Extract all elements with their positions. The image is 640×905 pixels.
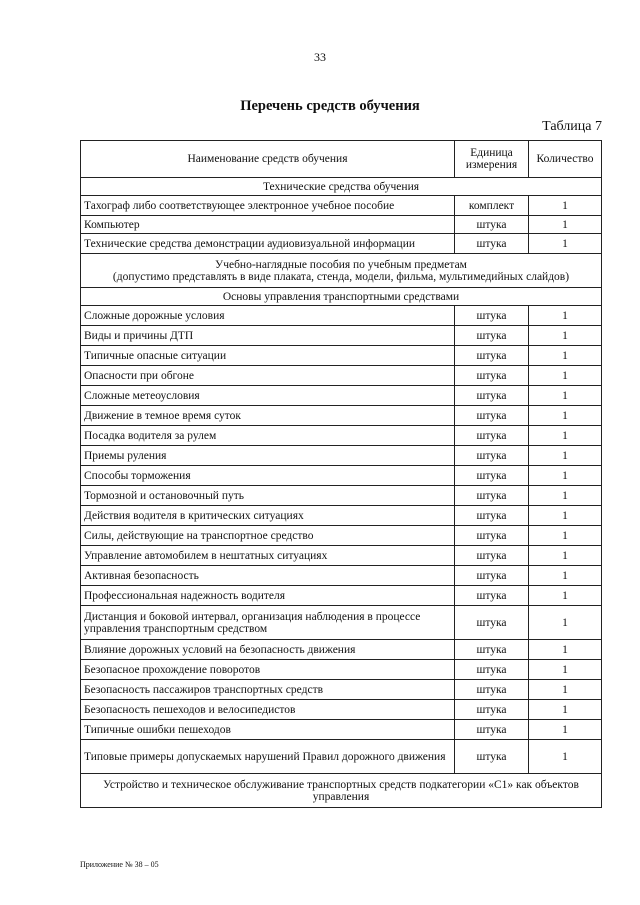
item-quantity: 1 bbox=[529, 546, 602, 566]
item-quantity: 1 bbox=[529, 660, 602, 680]
item-name: Движение в темное время суток bbox=[81, 406, 455, 426]
table-label: Таблица 7 bbox=[542, 119, 602, 134]
item-name: Силы, действующие на транспортное средство bbox=[81, 526, 455, 546]
item-quantity: 1 bbox=[529, 720, 602, 740]
table-row bbox=[81, 700, 602, 720]
item-quantity: 1 bbox=[529, 234, 602, 254]
document-title: Перечень средств обучения bbox=[240, 98, 420, 114]
table-row bbox=[81, 586, 602, 606]
item-unit: штука bbox=[455, 526, 529, 546]
item-name: Посадка водителя за рулем bbox=[81, 426, 455, 446]
section-title: Устройство и техническое обслуживание транспортных средств подкатегории «С1» как объектов управления bbox=[81, 774, 602, 808]
item-unit: штука bbox=[455, 234, 529, 254]
table-row bbox=[81, 446, 602, 466]
column-header-quantity: Количество bbox=[529, 141, 602, 178]
item-name: Безопасность пассажиров транспортных средств bbox=[81, 680, 455, 700]
item-unit: штука bbox=[455, 366, 529, 386]
item-name: Тормозной и остановочный путь bbox=[81, 486, 455, 506]
item-name: Компьютер bbox=[81, 216, 455, 234]
page-footer: Приложение № 38 – 05 bbox=[80, 860, 159, 869]
item-unit: штука bbox=[455, 426, 529, 446]
item-quantity: 1 bbox=[529, 466, 602, 486]
item-quantity: 1 bbox=[529, 586, 602, 606]
table-row bbox=[81, 740, 602, 774]
item-unit: штука bbox=[455, 606, 529, 640]
table-row bbox=[81, 720, 602, 740]
item-unit: штука bbox=[455, 566, 529, 586]
table-row bbox=[81, 406, 602, 426]
section-row bbox=[81, 288, 602, 306]
section-row bbox=[81, 774, 602, 808]
item-name: Виды и причины ДТП bbox=[81, 326, 455, 346]
item-unit: штука bbox=[455, 486, 529, 506]
section-title bbox=[81, 254, 602, 288]
table-row bbox=[81, 196, 602, 216]
table-row bbox=[81, 546, 602, 566]
table-row bbox=[81, 660, 602, 680]
item-quantity: 1 bbox=[529, 700, 602, 720]
section-row bbox=[81, 178, 602, 196]
item-name: Безопасность пешеходов и велосипедистов bbox=[81, 700, 455, 720]
item-quantity: 1 bbox=[529, 326, 602, 346]
item-name: Сложные дорожные условия bbox=[81, 306, 455, 326]
item-quantity: 1 bbox=[529, 526, 602, 546]
item-unit: штука bbox=[455, 306, 529, 326]
training-means-table bbox=[80, 140, 602, 808]
table-row bbox=[81, 234, 602, 254]
section-title-line: (допустимо представлять в виде плаката, стенда, модели, фильма, мультимедийных слайдов) bbox=[112, 270, 570, 283]
item-quantity: 1 bbox=[529, 680, 602, 700]
item-name: Опасности при обгоне bbox=[81, 366, 455, 386]
item-quantity: 1 bbox=[529, 566, 602, 586]
table-row bbox=[81, 426, 602, 446]
item-name: Сложные метеоусловия bbox=[81, 386, 455, 406]
item-quantity: 1 bbox=[529, 606, 602, 640]
item-unit: штука bbox=[455, 406, 529, 426]
item-unit: штука bbox=[455, 660, 529, 680]
item-name: Приемы руления bbox=[81, 446, 455, 466]
column-header-unit: Единица измерения bbox=[455, 141, 529, 178]
item-name: Типовые примеры допускаемых нарушений Правил дорожного движения bbox=[81, 740, 455, 774]
table-row bbox=[81, 526, 602, 546]
item-quantity: 1 bbox=[529, 216, 602, 234]
item-unit: штука bbox=[455, 680, 529, 700]
item-name: Безопасное прохождение поворотов bbox=[81, 660, 455, 680]
item-unit: штука bbox=[455, 586, 529, 606]
item-unit: штука bbox=[455, 640, 529, 660]
item-unit: штука bbox=[455, 546, 529, 566]
table-row bbox=[81, 640, 602, 660]
table-row bbox=[81, 486, 602, 506]
section-title: Основы управления транспортными средствами bbox=[81, 288, 602, 306]
item-quantity: 1 bbox=[529, 740, 602, 774]
section-title-line: Учебно-наглядные пособия по учебным предметам bbox=[215, 258, 467, 271]
table-row bbox=[81, 326, 602, 346]
item-unit: штука bbox=[455, 466, 529, 486]
table-row bbox=[81, 306, 602, 326]
item-name: Активная безопасность bbox=[81, 566, 455, 586]
table-row bbox=[81, 216, 602, 234]
table-row bbox=[81, 506, 602, 526]
item-quantity: 1 bbox=[529, 306, 602, 326]
item-unit: штука bbox=[455, 700, 529, 720]
item-unit: штука bbox=[455, 740, 529, 774]
item-unit: штука bbox=[455, 506, 529, 526]
item-unit: штука bbox=[455, 326, 529, 346]
table-row bbox=[81, 366, 602, 386]
table-row bbox=[81, 346, 602, 366]
item-quantity: 1 bbox=[529, 196, 602, 216]
item-unit: штука bbox=[455, 346, 529, 366]
item-unit: штука bbox=[455, 446, 529, 466]
item-quantity: 1 bbox=[529, 366, 602, 386]
item-name: Влияние дорожных условий на безопасность движения bbox=[81, 640, 455, 660]
item-name: Управление автомобилем в нештатных ситуациях bbox=[81, 546, 455, 566]
item-quantity: 1 bbox=[529, 406, 602, 426]
item-quantity: 1 bbox=[529, 506, 602, 526]
item-quantity: 1 bbox=[529, 640, 602, 660]
section-row bbox=[81, 254, 602, 288]
item-unit: штука bbox=[455, 386, 529, 406]
table-row bbox=[81, 606, 602, 640]
item-name: Технические средства демонстрации аудиовизуальной информации bbox=[81, 234, 455, 254]
item-quantity: 1 bbox=[529, 346, 602, 366]
item-quantity: 1 bbox=[529, 426, 602, 446]
item-name: Способы торможения bbox=[81, 466, 455, 486]
table-row bbox=[81, 466, 602, 486]
table-row bbox=[81, 386, 602, 406]
item-unit: штука bbox=[455, 720, 529, 740]
item-name: Типичные опасные ситуации bbox=[81, 346, 455, 366]
item-quantity: 1 bbox=[529, 446, 602, 466]
item-quantity: 1 bbox=[529, 386, 602, 406]
item-unit: комплект bbox=[455, 196, 529, 216]
column-header-name: Наименование средств обучения bbox=[81, 141, 455, 178]
item-name: Дистанция и боковой интервал, организация наблюдения в процессе управления транспортным средством bbox=[81, 606, 455, 640]
table-header-row bbox=[81, 141, 602, 178]
page-number: 33 bbox=[314, 50, 326, 64]
item-name: Действия водителя в критических ситуациях bbox=[81, 506, 455, 526]
item-unit: штука bbox=[455, 216, 529, 234]
section-title: Технические средства обучения bbox=[81, 178, 602, 196]
item-name: Тахограф либо соответствующее электронное учебное пособие bbox=[81, 196, 455, 216]
item-name: Профессиональная надежность водителя bbox=[81, 586, 455, 606]
item-quantity: 1 bbox=[529, 486, 602, 506]
item-name: Типичные ошибки пешеходов bbox=[81, 720, 455, 740]
table-row bbox=[81, 680, 602, 700]
table-row bbox=[81, 566, 602, 586]
